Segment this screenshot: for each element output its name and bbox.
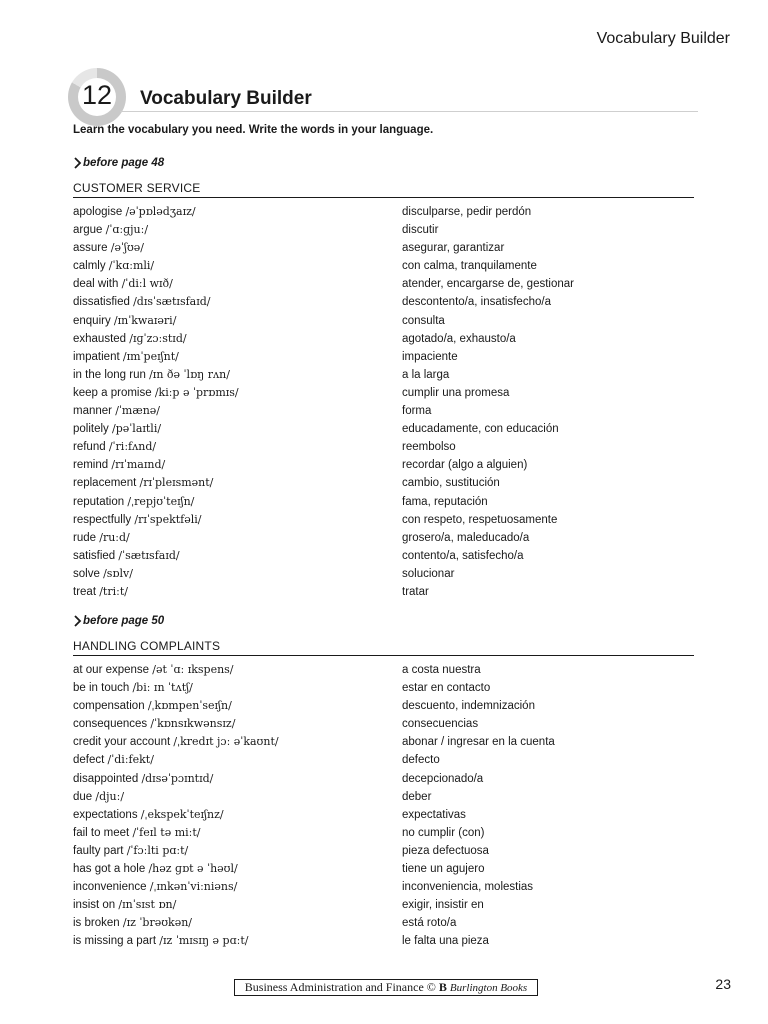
- vocab-term: [73, 733, 402, 751]
- vocab-pronunciation: /ˈkɒnsɪkwənsɪz/: [150, 717, 236, 731]
- vocab-entry: [73, 348, 694, 366]
- vocab-entry: [73, 239, 694, 257]
- burlington-logo-icon: B: [438, 980, 447, 994]
- vocab-pronunciation: /biː ɪn ˈtʌtʃ/: [132, 681, 193, 695]
- vocab-translation: defecto: [402, 754, 440, 767]
- vocab-pronunciation: /ˈkɑːmli/: [108, 259, 155, 273]
- vocab-pronunciation: /dɪsˈsætɪsfaɪd/: [133, 295, 211, 309]
- vocabulary-list: [73, 203, 694, 601]
- vocab-entry: [73, 221, 694, 239]
- vocab-word: exhausted: [73, 332, 127, 345]
- vocab-translation: tratar: [402, 585, 429, 598]
- vocab-term: [73, 239, 402, 257]
- vocab-pronunciation: /ɪnˈsɪst ɒn/: [118, 898, 177, 912]
- unit-number-badge: [68, 68, 126, 126]
- vocab-word: is broken: [73, 917, 120, 930]
- vocab-term: [73, 221, 402, 239]
- vocab-entry: [73, 661, 694, 679]
- vocab-translation: consecuencias: [402, 718, 479, 731]
- vocab-word: politely: [73, 423, 109, 436]
- vocab-entry: [73, 733, 694, 751]
- vocab-term: [73, 456, 402, 474]
- vocab-entry: [73, 896, 694, 914]
- vocab-pronunciation: /rɪˈpleɪsmənt/: [139, 476, 214, 490]
- section-title: HANDLING COMPLAINTS: [73, 639, 694, 656]
- vocab-term: [73, 770, 402, 788]
- running-header: Vocabulary Builder: [596, 30, 730, 47]
- vocab-term: [73, 896, 402, 914]
- vocab-entry: [73, 366, 694, 384]
- vocab-entry: [73, 493, 694, 511]
- vocab-word: treat: [73, 585, 97, 598]
- vocab-entry: [73, 312, 694, 330]
- vocab-entry: [73, 438, 694, 456]
- chevron-right-icon: [73, 157, 83, 169]
- vocab-word: expectations: [73, 808, 138, 821]
- vocab-entry: [73, 511, 694, 529]
- vocab-translation: con calma, tranquilamente: [402, 260, 537, 273]
- vocab-pronunciation: /sɒlv/: [103, 566, 133, 580]
- vocab-translation: cumplir una promesa: [402, 386, 510, 399]
- vocab-translation: con respeto, respetuosamente: [402, 513, 558, 526]
- vocab-translation: discutir: [402, 224, 439, 237]
- vocab-word: insist on: [73, 899, 116, 912]
- vocab-word: manner: [73, 405, 112, 418]
- vocab-word: dissatisfied: [73, 296, 130, 309]
- chevron-right-icon: [73, 615, 83, 627]
- vocab-term: [73, 511, 402, 529]
- vocab-word: disappointed: [73, 772, 139, 785]
- vocab-entry: [73, 529, 694, 547]
- vocab-pronunciation: /ɪɡˈzɔːstɪd/: [129, 331, 187, 345]
- vocab-word: assure: [73, 242, 108, 255]
- vocab-word: respectfully: [73, 513, 132, 526]
- vocab-pronunciation: /ˌɪnkənˈviːniəns/: [149, 880, 238, 894]
- vocab-word: be in touch: [73, 682, 130, 695]
- vocab-translation: exigir, insistir en: [402, 899, 484, 912]
- vocab-translation: descontento/a, insatisfecho/a: [402, 296, 551, 309]
- instruction-text: Learn the vocabulary you need. Write the words in your language.: [73, 124, 434, 136]
- vocab-term: [73, 878, 402, 896]
- vocab-term: [73, 438, 402, 456]
- heading-rule: [120, 111, 698, 112]
- vocab-term: [73, 679, 402, 697]
- vocab-term: [73, 529, 402, 547]
- vocab-term: [73, 842, 402, 860]
- vocab-pronunciation: /rɪˈspektfəli/: [134, 512, 202, 526]
- vocab-entry: [73, 547, 694, 565]
- vocab-term: [73, 312, 402, 330]
- vocab-entry: [73, 203, 694, 221]
- footer-brand: Burlington Books: [449, 982, 528, 994]
- vocab-translation: descuento, indemnización: [402, 700, 535, 713]
- vocab-entry: [73, 932, 694, 950]
- vocab-pronunciation: /ˌkredɪt jɔː əˈkaʊnt/: [173, 735, 279, 749]
- vocab-translation: inconveniencia, molestias: [402, 881, 534, 894]
- vocab-term: [73, 330, 402, 348]
- vocab-pronunciation: /kiːp ə ˈprɒmɪs/: [154, 385, 239, 399]
- vocab-translation: grosero/a, maleducado/a: [402, 531, 530, 544]
- vocab-translation: estar en contacto: [402, 682, 491, 695]
- vocab-entry: [73, 860, 694, 878]
- vocab-translation: fama, reputación: [402, 495, 488, 508]
- page-reference-label: before page 48: [83, 157, 165, 169]
- vocab-term: [73, 547, 402, 565]
- vocab-pronunciation: /ˈmænə/: [115, 404, 161, 418]
- vocab-term: [73, 275, 402, 293]
- vocab-word: credit your account: [73, 736, 171, 749]
- vocab-translation: no cumplir (con): [402, 826, 485, 839]
- vocab-entry: [73, 474, 694, 492]
- vocab-entry: [73, 751, 694, 769]
- vocab-translation: consulta: [402, 314, 445, 327]
- vocab-entry: [73, 806, 694, 824]
- vocab-word: calmly: [73, 260, 106, 273]
- vocab-translation: expectativas: [402, 808, 466, 821]
- vocabulary-list: [73, 661, 694, 951]
- vocab-translation: contento/a, satisfecho/a: [402, 549, 524, 562]
- vocab-word: impatient: [73, 350, 120, 363]
- vocab-pronunciation: /ɪmˈpeɪʃnt/: [122, 349, 179, 363]
- vocab-entry: [73, 914, 694, 932]
- vocab-word: inconvenience: [73, 881, 147, 894]
- vocab-entry: [73, 842, 694, 860]
- vocab-word: refund: [73, 441, 106, 454]
- vocab-word: faulty part: [73, 844, 124, 857]
- vocab-translation: pieza defectuosa: [402, 844, 489, 857]
- vocab-entry: [73, 788, 694, 806]
- vocab-pronunciation: /əˈʃʊə/: [110, 241, 144, 255]
- vocab-term: [73, 583, 402, 601]
- vocab-term: [73, 860, 402, 878]
- vocab-pronunciation: /pəˈlaɪtli/: [112, 422, 162, 436]
- vocab-pronunciation: /ˈɑːɡjuː/: [105, 223, 149, 237]
- unit-heading: [68, 68, 698, 114]
- vocab-term: [73, 788, 402, 806]
- vocab-translation: a costa nuestra: [402, 664, 481, 676]
- vocab-pronunciation: /ˌekspekˈteɪʃnz/: [140, 807, 224, 821]
- vocab-pronunciation: /ˌrepjʊˈteɪʃn/: [127, 494, 195, 508]
- vocab-entry: [73, 583, 694, 601]
- vocab-term: [73, 366, 402, 384]
- vocab-pronunciation: /ɪz ˈmɪsɪŋ ə pɑːt/: [159, 934, 249, 948]
- vocab-word: fail to meet: [73, 826, 130, 839]
- vocab-translation: impaciente: [402, 350, 458, 363]
- vocab-word: rude: [73, 531, 97, 544]
- vocab-pronunciation: /dɪsəˈpɔɪntɪd/: [141, 771, 214, 785]
- vocab-term: [73, 203, 402, 221]
- vocab-term: [73, 257, 402, 275]
- vocab-term: [73, 715, 402, 733]
- vocab-translation: a la larga: [402, 368, 450, 381]
- vocab-translation: está roto/a: [402, 917, 457, 930]
- vocab-word: solve: [73, 567, 100, 580]
- vocab-word: remind: [73, 459, 109, 472]
- vocab-translation: disculparse, pedir perdón: [402, 206, 532, 218]
- vocab-word: at our expense: [73, 664, 150, 676]
- page-reference: [73, 613, 694, 629]
- footer-text: Business Administration and Finance ©: [244, 980, 436, 994]
- copyright-footer: [234, 979, 538, 996]
- vocab-translation: asegurar, garantizar: [402, 242, 505, 255]
- vocab-pronunciation: /ɪz ˈbrəʊkən/: [122, 916, 193, 930]
- vocab-word: satisfied: [73, 549, 116, 562]
- vocab-pronunciation: /ˈdiːl wɪð/: [121, 277, 173, 291]
- vocab-entry: [73, 384, 694, 402]
- vocab-translation: deber: [402, 790, 432, 803]
- page-number: 23: [715, 976, 731, 992]
- vocab-word: in the long run: [73, 368, 146, 381]
- vocab-pronunciation: /triːt/: [99, 584, 128, 598]
- vocab-word: apologise: [73, 206, 123, 218]
- vocab-entry: [73, 420, 694, 438]
- vocab-word: reputation: [73, 495, 125, 508]
- vocab-pronunciation: /ət ˈɑː ɪkspens/: [152, 663, 234, 676]
- vocab-term: [73, 914, 402, 932]
- vocab-word: keep a promise: [73, 386, 152, 399]
- vocab-entry: [73, 330, 694, 348]
- vocab-term: [73, 824, 402, 842]
- vocab-term: [73, 493, 402, 511]
- vocab-pronunciation: /ruːd/: [99, 530, 130, 544]
- vocab-term: [73, 402, 402, 420]
- vocab-pronunciation: /ˈdiːfekt/: [107, 753, 154, 767]
- vocab-translation: educadamente, con educación: [402, 423, 559, 436]
- vocab-term: [73, 806, 402, 824]
- section-handling-complaints: [73, 613, 694, 951]
- vocab-word: replacement: [73, 477, 137, 490]
- vocab-entry: [73, 402, 694, 420]
- vocab-word: defect: [73, 754, 105, 767]
- section-title: CUSTOMER SERVICE: [73, 181, 694, 198]
- vocab-translation: decepcionado/a: [402, 772, 484, 785]
- vocab-term: [73, 293, 402, 311]
- vocab-pronunciation: /ɪn ðə ˈlɒŋ rʌn/: [149, 367, 230, 381]
- vocab-entry: [73, 715, 694, 733]
- page-reference-label: before page 50: [83, 615, 165, 627]
- vocab-entry: [73, 878, 694, 896]
- vocab-entry: [73, 275, 694, 293]
- vocab-entry: [73, 770, 694, 788]
- vocab-word: has got a hole: [73, 863, 146, 876]
- vocab-pronunciation: /ˈfeɪl tə miːt/: [132, 825, 201, 839]
- vocab-word: argue: [73, 224, 103, 237]
- vocab-pronunciation: /ˈfɔːlti pɑːt/: [126, 843, 189, 857]
- vocab-pronunciation: /djuː/: [95, 789, 125, 803]
- vocab-translation: reembolso: [402, 441, 456, 454]
- vocab-term: [73, 932, 402, 950]
- vocab-term: [73, 474, 402, 492]
- vocab-term: [73, 697, 402, 715]
- vocab-word: deal with: [73, 278, 119, 291]
- unit-title: Vocabulary Builder: [140, 88, 312, 109]
- vocab-term: [73, 348, 402, 366]
- vocab-term: [73, 661, 402, 679]
- vocab-pronunciation: /ˌkɒmpenˈseɪʃn/: [147, 699, 232, 713]
- vocab-term: [73, 384, 402, 402]
- vocab-term: [73, 751, 402, 769]
- vocab-translation: abonar / ingresar en la cuenta: [402, 736, 555, 749]
- vocab-entry: [73, 697, 694, 715]
- vocab-translation: tiene un agujero: [402, 863, 485, 876]
- vocab-word: compensation: [73, 700, 145, 713]
- vocab-word: enquiry: [73, 314, 111, 327]
- vocab-pronunciation: /ˈriːfʌnd/: [108, 440, 157, 454]
- vocab-entry: [73, 679, 694, 697]
- vocab-pronunciation: /əˈpɒlədʒaɪz/: [125, 205, 196, 218]
- unit-number: 12: [81, 80, 113, 110]
- vocab-word: is missing a part: [73, 935, 157, 948]
- page-reference: [73, 155, 694, 171]
- vocab-entry: [73, 824, 694, 842]
- vocab-entry: [73, 257, 694, 275]
- vocab-word: due: [73, 790, 93, 803]
- vocab-translation: forma: [402, 405, 432, 418]
- vocab-translation: solucionar: [402, 567, 455, 580]
- vocab-entry: [73, 293, 694, 311]
- vocab-pronunciation: /ɪnˈkwaɪəri/: [113, 313, 177, 327]
- vocab-translation: agotado/a, exhausto/a: [402, 332, 516, 345]
- vocab-pronunciation: /ˈsætɪsfaɪd/: [118, 548, 180, 562]
- vocab-entry: [73, 565, 694, 583]
- vocab-term: [73, 420, 402, 438]
- vocab-translation: cambio, sustitución: [402, 477, 500, 490]
- vocab-pronunciation: /rɪˈmaɪnd/: [111, 458, 166, 472]
- vocab-word: consequences: [73, 718, 148, 731]
- vocab-term: [73, 565, 402, 583]
- vocab-translation: recordar (algo a alguien): [402, 459, 528, 472]
- vocab-pronunciation: /həz ɡɒt ə ˈhəʊl/: [148, 862, 238, 876]
- vocab-entry: [73, 456, 694, 474]
- vocab-translation: le falta una pieza: [402, 935, 489, 948]
- vocab-translation: atender, encargarse de, gestionar: [402, 278, 574, 291]
- section-customer-service: [73, 155, 694, 601]
